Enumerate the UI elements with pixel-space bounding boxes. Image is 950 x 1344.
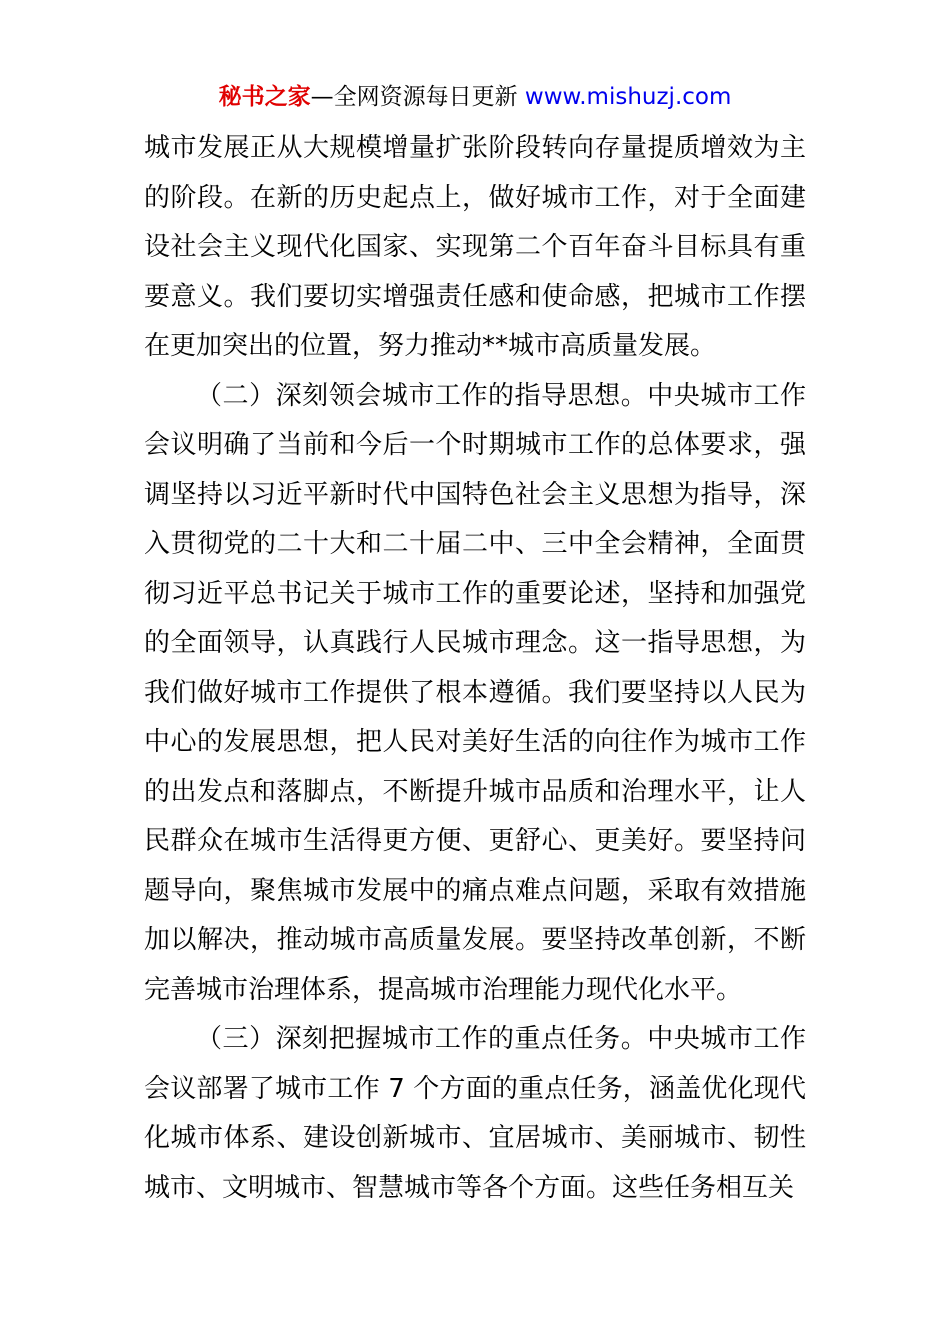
page-header bbox=[0, 80, 950, 114]
site-url-link[interactable]: www.mishuzj.com bbox=[524, 84, 732, 110]
paragraph-key-tasks: （三）深刻把握城市工作的重点任务。中央城市工作会议部署了城市工作 7 个方面的重点任务，涵盖优化现代化城市体系、建设创新城市、宜居城市、美丽城市、韧性城市、文明城市、智慧城市等各个方面。这些任务相互关 bbox=[144, 1024, 806, 1203]
site-tagline: —全网资源每日更新 bbox=[310, 84, 525, 110]
document-body bbox=[144, 124, 806, 1213]
paragraph-continued: 城市发展正从大规模增量扩张阶段转向存量提质增效为主的阶段。在新的历史起点上，做好城市工作，对于全面建设社会主义现代化国家、实现第二个百年奋斗目标具有重要意义。我们要切实增强责任感和使命感，把城市工作摆在更加突出的位置，努力推动**城市高质量发展。 bbox=[144, 133, 806, 361]
paragraph-guiding-thought: （二）深刻领会城市工作的指导思想。中央城市工作会议明确了当前和今后一个时期城市工作的总体要求，强调坚持以习近平新时代中国特色社会主义思想为指导，深入贯彻党的二十大和二十届二中、三中全会精神，全面贯彻习近平总书记关于城市工作的重要论述，坚持和加强党的全面领导，认真践行人民城市理念。这一指导思想，为我们做好城市工作提供了根本遵循。我们要坚持以人民为中心的发展思想，把人民对美好生活的向往作为城市工作的出发点和落脚点，不断提升城市品质和治理水平，让人民群众在城市生活得更方便、更舒心、更美好。要坚持问题导向，聚焦城市发展中的痛点难点问题，采取有效措施加以解决，推动城市高质量发展。要坚持改革创新，不断完善城市治理体系，提高城市治理能力现代化水平。 bbox=[144, 380, 806, 1005]
site-brand: 秘书之家 bbox=[218, 84, 311, 110]
